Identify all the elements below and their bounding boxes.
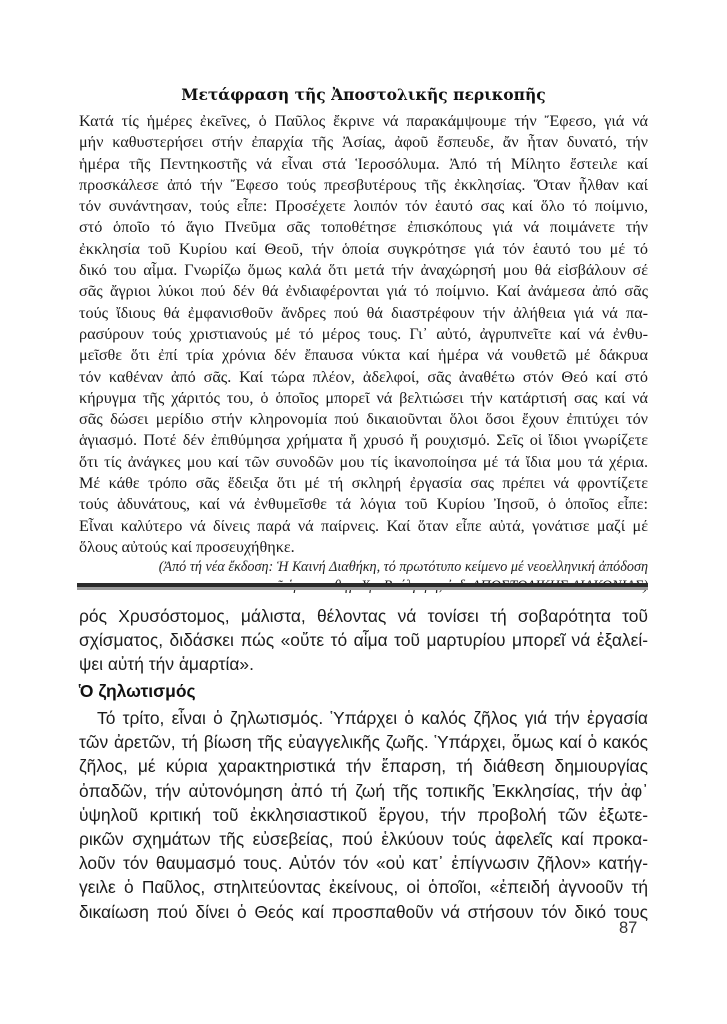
- text-line: ὑψηλοῦ κριτική τοῦ ἐκκλησιαστικοῦ ἔργου, τήν προβολή τῶν ἐξωτε-: [79, 804, 648, 825]
- text-line: ζῆλος, μέ κύρια χαρακτηριστικά τήν ἔπαρση, τή διάθεση δημιουργίας: [79, 756, 648, 777]
- section-paragraph: [79, 706, 648, 924]
- text-line: ρασύρουν τούς χριστιανούς μέ τό μέρος τους. Γι᾽ αὐτό, ἀγρυπνεῖτε καί νά ἐνθυ-: [79, 324, 648, 343]
- text-line: τόν συνάντησαν, τούς εἶπε: Προσέχετε λοιπόν τόν ἑαυτό σας καί ὅλο τό ποίμνιο,: [79, 197, 648, 216]
- text-line: ὀπαδῶν, τήν αὐτονόμηση ἀπό τή ζωή τῆς τοπικῆς Ἐκκλησίας, τήν ἀφ᾽: [79, 780, 648, 801]
- text-line: Εἶναι καλύτερο νά δίνεις παρά νά παίρνεις. Καί ὅταν εἶπε αὐτά, γονάτισε μαζί μέ: [79, 516, 648, 535]
- text-line: Τό τρίτο, εἶναι ὁ ζηλωτισμός. Ὑπάρχει ὁ καλός ζῆλος γιά τήν ἐργασία: [97, 708, 648, 728]
- text-line: στό ὁποῖο τό ἅγιο Πνεῦμα σᾶς τοποθέτησε ἐπισκόπους γιά νά ποιμάνετε τήν: [79, 218, 648, 237]
- text-line: ἐκκλησία τοῦ Κυρίου καί Θεοῦ, τήν ὁποία συγκρότησε γιά τόν ἑαυτό του μέ τό: [79, 239, 648, 258]
- text-line: σᾶς ἄγριοι λύκοι πού δέν θά ἐνδιαφέρονται γιά τό ποίμνιο. Καί ἀνάμεσα ἀπό σᾶς: [79, 282, 648, 301]
- text-line: Μέ κάθε τρόπο σᾶς ἔδειξα ὅτι μέ τή σκληρή ἐργασία σας πρέπει νά φροντίζετε: [79, 474, 648, 493]
- citation: [79, 558, 648, 596]
- text-line: σᾶς δώσει μερίδιο στήν κληρονομία πού δικαιοῦνται ὅλοι ὅσοι ἔχουν ἐπιτύχει τόν: [79, 410, 648, 429]
- text-line: λοῦν τόν θαυμασμό τους. Αὐτόν τόν «οὐ κατ᾽ ἐπίγνωσιν ζῆλον» κατήγ-: [79, 853, 648, 874]
- text-line: μεῖσθε ὅτι ἐπί τρία χρόνια δέν ἔπαυσα νύκτα καί ἡμέρα νά νουθετῶ μέ δάκρυα: [79, 346, 648, 365]
- text-line: τούς ἀδυνάτους, καί νά ἐνθυμεῖσθε τά λόγια τοῦ Κυρίου Ἰησοῦ, ὁ ὁποῖος εἶπε:: [79, 495, 648, 514]
- page-number: 87: [619, 919, 638, 937]
- text-line: ὅλους αὐτούς καί προσευχήθηκε.: [79, 537, 295, 556]
- text-line: ἡμέρα τῆς Πεντηκοστῆς νά εἶναι στά Ἱεροσόλυμα. Ἀπό τή Μίλητο ἔστειλε καί: [79, 154, 648, 173]
- text-line: τούς ἴδιους θά ἐμφανισθοῦν ἄνδρες πού θά διαστρέφουν τήν ἀλήθεια γιά νά πα-: [79, 303, 648, 322]
- citation-line: (Ἀπό τή νέα ἔκδοση: Ἡ Καινή Διαθήκη, τό πρωτότυπο κείμενο μέ νεοελληνική ἀπόδοση: [158, 559, 648, 576]
- text-line: τῶν ἀρετῶν, τή βίωση τῆς εὐαγγελικῆς ζωῆς. Ὑπάρχει, ὅμως καί ὁ κακός: [79, 732, 648, 753]
- text-line: γειλε ὁ Παῦλος, στηλιτεύοντας ἐκείνους, οἱ ὁποῖοι, «ἐπειδή ἀγνοοῦν τή: [79, 877, 648, 898]
- text-line: Κατά τίς ἡμέρες ἐκεῖνες, ὁ Παῦλος ἔκρινε νά παρακάμψουμε τήν Ἔφεσο, γιά νά: [79, 112, 648, 130]
- text-line: κήρυγμα τῆς χάριτός του, ὁ ὁποῖος μπορεῖ νά βελτιώσει τήν κατάρτισή σας καί νά: [79, 388, 648, 407]
- text-line: ψει αὐτή τήν ἁμαρτία».: [79, 654, 254, 675]
- box-title: Μετάφραση τῆς Ἀποστολικῆς περικοπῆς: [181, 85, 546, 104]
- scripture-translation-box: [79, 84, 648, 596]
- text-line: δικό του αἷμα. Γνωρίζω ὅμως καλά ὅτι μετά τήν ἀναχώρησή μου θά εἰσβάλουν σέ: [79, 261, 648, 280]
- text-line: σχίσματος, διδάσκει πώς «οὔτε τό αἷμα τοῦ μαρτυρίου μπορεῖ νά ἐξαλεί-: [79, 630, 648, 651]
- text-line: προσκάλεσε ἀπό τήν Ἔφεσο τούς πρεσβυτέρους τῆς ἐκκλησίας. Ὅταν ἦλθαν καί: [79, 175, 648, 194]
- text-line: ρικῶν σχημάτων τῆς εὐσεβείας, πού ἑλκύουν τούς ἀφελεῖς καί προκα-: [79, 828, 648, 849]
- text-line: τόν καθέναν ἀπό σᾶς. Καί τώρα πλέον, ἀδελφοί, σᾶς ἀναθέτω στόν Θεό καί στό: [79, 367, 648, 386]
- text-line: ρός Χρυσόστομος, μάλιστα, θέλοντας νά τονίσει τή σοβαρότητα τοῦ: [79, 606, 648, 626]
- text-line: δικαίωση πού δίνει ὁ Θεός καί προσπαθοῦν νά στήσουν τόν δικό τους: [79, 901, 648, 922]
- text-line: ὅτι τίς ἀνάγκες μου καί τῶν συνοδῶν μου τίς ἱκανοποίησα μέ τά ἴδια μου τά χέρια.: [79, 452, 648, 471]
- section-heading: Ὁ ζηλωτισμός: [79, 681, 196, 701]
- text-line: μήν καθυστερήσει στήν ἐπαρχία τῆς Ἀσίας, ἀφοῦ ἔσπευδε, ἄν ἦταν δυνατό, τήν: [79, 133, 648, 152]
- scripture-text: [79, 111, 648, 558]
- continuation-paragraph: [79, 604, 648, 677]
- text-line: ἁγιασμό. Ποτέ δέν ἐπιθύμησα χρήματα ἤ χρυσό ἤ ρουχισμό. Σεῖς οἱ ἴδιοι γνωρίζετε: [79, 431, 648, 450]
- double-rule-divider: [77, 583, 648, 590]
